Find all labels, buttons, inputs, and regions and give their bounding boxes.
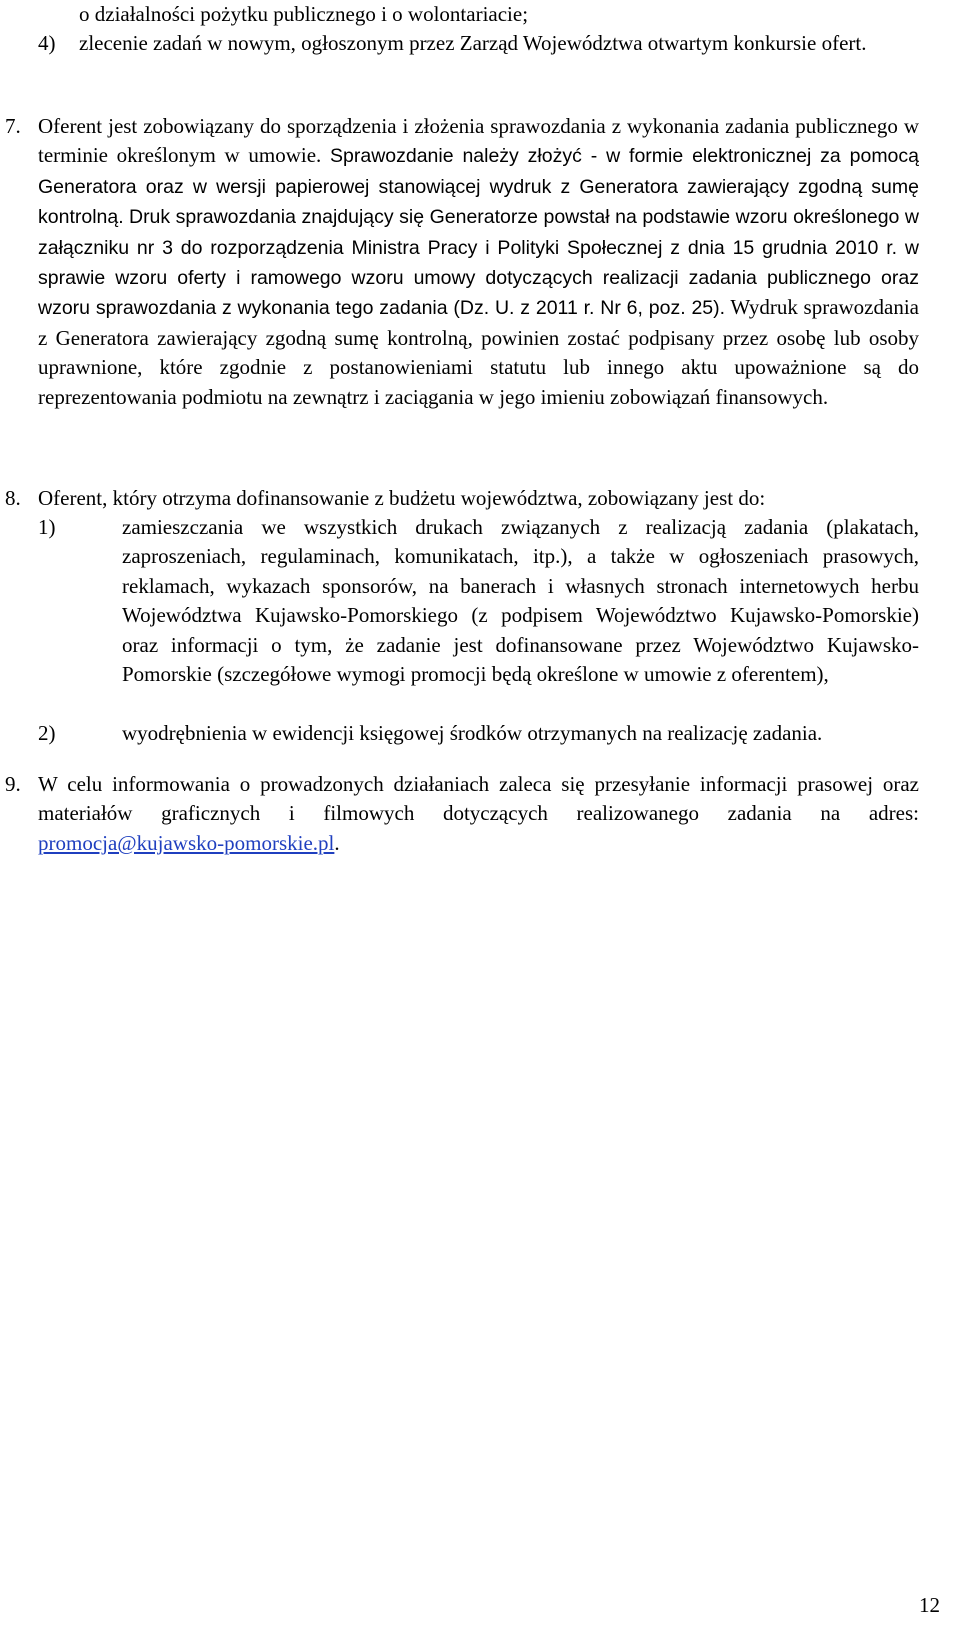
page-number: 12 <box>919 1593 940 1617</box>
section-9-number: 9. <box>5 772 21 796</box>
section-7-part-4: Wydruk sprawozdania z Generatora zawierający zgodną sumę kontrolną, powinien zostać podpisany przez osobę lub osoby uprawnione, które zgodnie z postanowieniami statutu lub innego aktu upoważnione są do reprezentowania podmiotu na zewnątrz i zaciągania w jego imieniu zobowiązań finansowych. <box>38 295 919 409</box>
section-9-body: W celu informowania o prowadzonych działaniach zaleca się przesyłanie informacji prasowej oraz materiałów graficznych i filmowych dotyczących realizowanego zadania na adres: <box>38 772 919 826</box>
section-8-item-1-number: 1) <box>38 515 56 539</box>
section-7-part-1: Oferent jest zobowiązany do sporządzenia i złożenia sprawozdania z wykonania zadania publicznego w terminie określonym w umowie. <box>38 114 919 168</box>
item-4-number: 4) <box>38 31 56 55</box>
section-8-number: 8. <box>5 486 21 510</box>
section-7-number: 7. <box>5 114 21 138</box>
section-8-item-2-number: 2) <box>38 721 56 745</box>
email-link[interactable]: promocja@kujawsko-pomorskie.pl <box>38 830 335 855</box>
section-8-intro: Oferent, który otrzyma dofinansowanie z budżetu województwa, zobowiązany jest do: <box>38 486 766 510</box>
section-7-text <box>38 112 919 412</box>
item-4-text: zlecenie zadań w nowym, ogłoszonym przez Zarząd Województwa otwartym konkursie ofert. <box>79 31 867 55</box>
section-9-end: . <box>334 830 340 855</box>
continuation-line: o działalności pożytku publicznego i o wolontariacie; <box>79 2 529 26</box>
section-8-item-2-text: wyodrębnienia w ewidencji księgowej środków otrzymanych na realizację zadania. <box>122 721 823 745</box>
section-9-text <box>38 770 919 858</box>
section-8-item-1-text: zamieszczania we wszystkich drukach związanych z realizacją zadania (plakatach, zaproszeniach, regulaminach, komunikatach, itp.), a także w ogłoszeniach prasowych, reklamach, wykazach sponsorów, na banerach i własnych stronach internetowych herbu Województwa Kujawsko-Pomorskiego (z podpisem Województwo Kujawsko-Pomorskie) oraz informacji o tym, że zadanie jest dofinansowane przez Województwo Kujawsko-Pomorskie (szczegółowe wymogi promocji będą określone w umowie z oferentem), <box>122 515 919 687</box>
section-7-part-2: Sprawozdanie należy złożyć - w formie elektronicznej za pomocą Generatora oraz w wersji papierowej stanowiącej wydruk z Generatora zawierający zgodną sumę kontrolną. <box>38 145 919 229</box>
section-7-part-3: Druk sprawozdania znajdujący się Generatorze powstał na podstawie wzoru określonego w załączniku nr 3 do rozporządzenia Ministra Pracy i Polityki Społecznej z dnia 15 grudnia 2010 r. w sprawie wzoru oferty i ramowego wzoru umowy dotyczących realizacji zadania publicznego oraz wzoru sprawozdania z wykonania tego zadania (Dz. U. z 2011 r. Nr 6, poz. 25). <box>38 206 919 320</box>
